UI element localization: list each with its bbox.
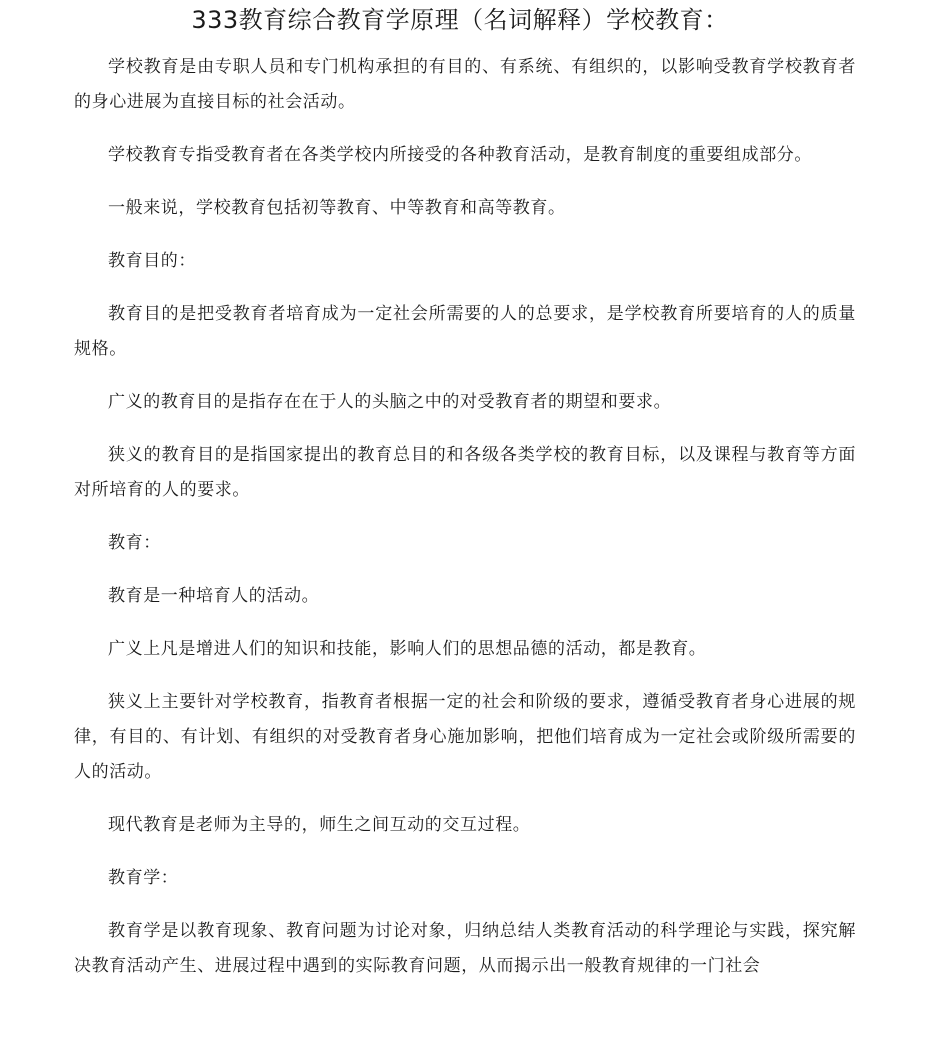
paragraph-modern-education: 现代教育是老师为主导的，师生之间互动的交互过程。 <box>108 815 531 835</box>
paragraph-education-purpose-broad: 广义的教育目的是指存在在于人的头脑之中的对受教育者的期望和要求。 <box>108 392 672 412</box>
paragraph-school-education-scope: 学校教育专指受教育者在各类学校内所接受的各种教育活动，是教育制度的重要组成部分。 <box>108 145 812 165</box>
paragraph-education-purpose-narrow: 狭义的教育目的是指国家提出的教育总目的和各级各类学校的教育目标，以及课程与教育等方面对所培育的人的要求。 <box>74 445 856 500</box>
document-body <box>74 50 856 1002</box>
paragraph-education-broad: 广义上凡是增进人们的知识和技能，影响人们的思想品德的活动，都是教育。 <box>108 639 707 659</box>
heading-education: 教育： <box>108 533 161 553</box>
document-title: 333教育综合教育学原理（名词解释）学校教育： <box>191 6 729 34</box>
paragraph-school-education-definition: 学校教育是由专职人员和专门机构承担的有目的、有系统、有组织的，以影响受教育学校教育者的身心进展为直接目标的社会活动。 <box>74 57 856 112</box>
paragraph-education-narrow: 狭义上主要针对学校教育，指教育者根据一定的社会和阶级的要求，遵循受教育者身心进展的规律，有目的、有计划、有组织的对受教育者身心施加影响，把他们培育成为一定社会或阶级所需要的人的活动。 <box>74 692 856 782</box>
paragraph-school-education-levels: 一般来说，学校教育包括初等教育、中等教育和高等教育。 <box>108 198 566 218</box>
paragraph-education-purpose-definition: 教育目的是把受教育者培育成为一定社会所需要的人的总要求，是学校教育所要培育的人的质量规格。 <box>74 304 856 359</box>
heading-education-purpose: 教育目的： <box>108 251 196 271</box>
heading-pedagogy: 教育学： <box>108 868 179 888</box>
paragraph-pedagogy-definition: 教育学是以教育现象、教育问题为讨论对象，归纳总结人类教育活动的科学理论与实践，探究解决教育活动产生、进展过程中遇到的实际教育问题，从而揭示出一般教育规律的一门社会 <box>74 921 856 976</box>
paragraph-education-definition: 教育是一种培育人的活动。 <box>108 586 320 606</box>
